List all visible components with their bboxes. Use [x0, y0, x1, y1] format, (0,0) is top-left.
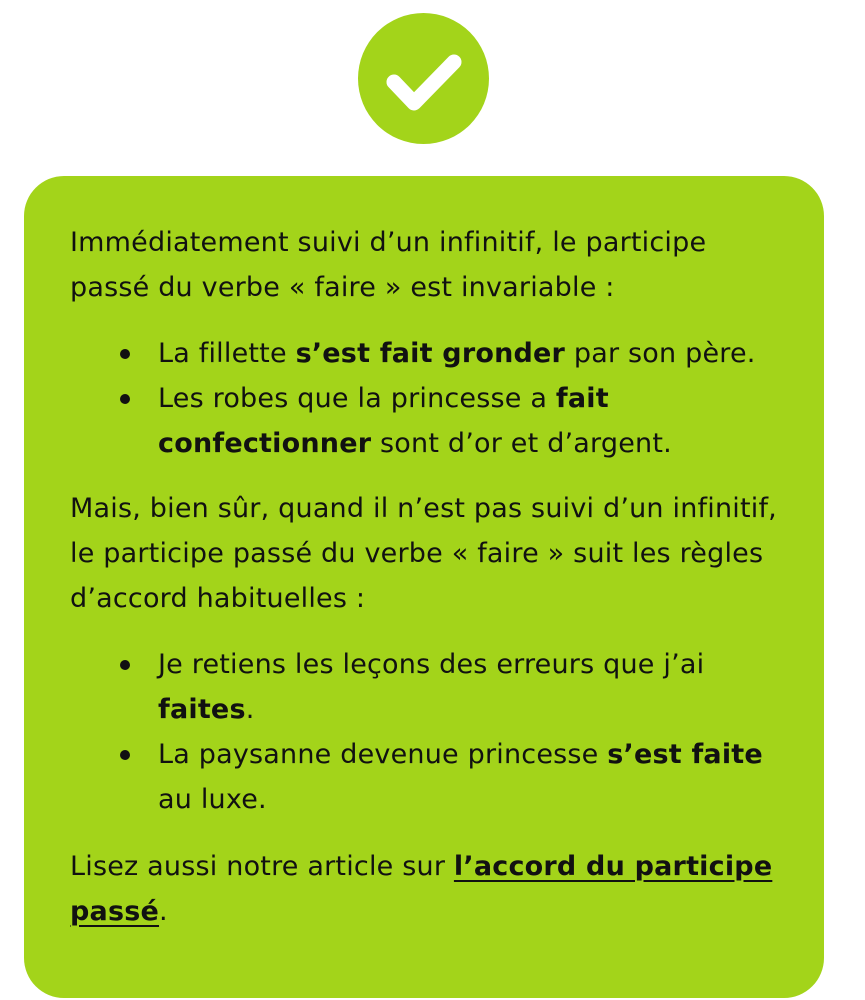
list-item: [158, 642, 788, 732]
example-text: sont d’or et d’argent.: [371, 428, 672, 459]
read-also-text: Lisez aussi notre article sur: [70, 851, 454, 882]
examples-agreement-list: [70, 642, 788, 822]
examples-invariable-list: [70, 331, 788, 466]
read-also-period: .: [159, 896, 168, 927]
example-text: au luxe.: [158, 784, 267, 815]
example-bold: faites: [158, 694, 246, 725]
list-item: [158, 376, 788, 466]
info-card: [24, 176, 824, 998]
example-text: La fillette: [158, 338, 296, 369]
example-bold: s’est fait gronder: [295, 338, 566, 369]
example-text: Je retiens les leçons des erreurs que j’ai: [158, 649, 705, 680]
rule-paragraph: Mais, bien sûr, quand il n’est pas suivi d’un infinitif, le participe passé du verbe « faire » suit les règles d’accord habituelles :: [70, 493, 777, 614]
example-text: La paysanne devenue princesse: [158, 739, 608, 770]
checkmark-badge: [358, 13, 489, 144]
example-text: par son père.: [565, 338, 756, 369]
list-item: [158, 732, 788, 822]
checkmark-icon: [358, 13, 489, 144]
example-bold: fait confectionner: [158, 383, 609, 459]
example-bold: s’est faite: [607, 739, 763, 770]
intro-paragraph: Immédiatement suivi d’un infinitif, le participe passé du verbe « faire » est invariable :: [70, 227, 707, 303]
example-text: Les robes que la princesse a: [158, 383, 556, 414]
read-also-paragraph: [70, 844, 780, 934]
article-link[interactable]: l’accord du participe passé: [70, 851, 773, 927]
list-item: [158, 331, 788, 376]
example-text: .: [245, 694, 255, 725]
